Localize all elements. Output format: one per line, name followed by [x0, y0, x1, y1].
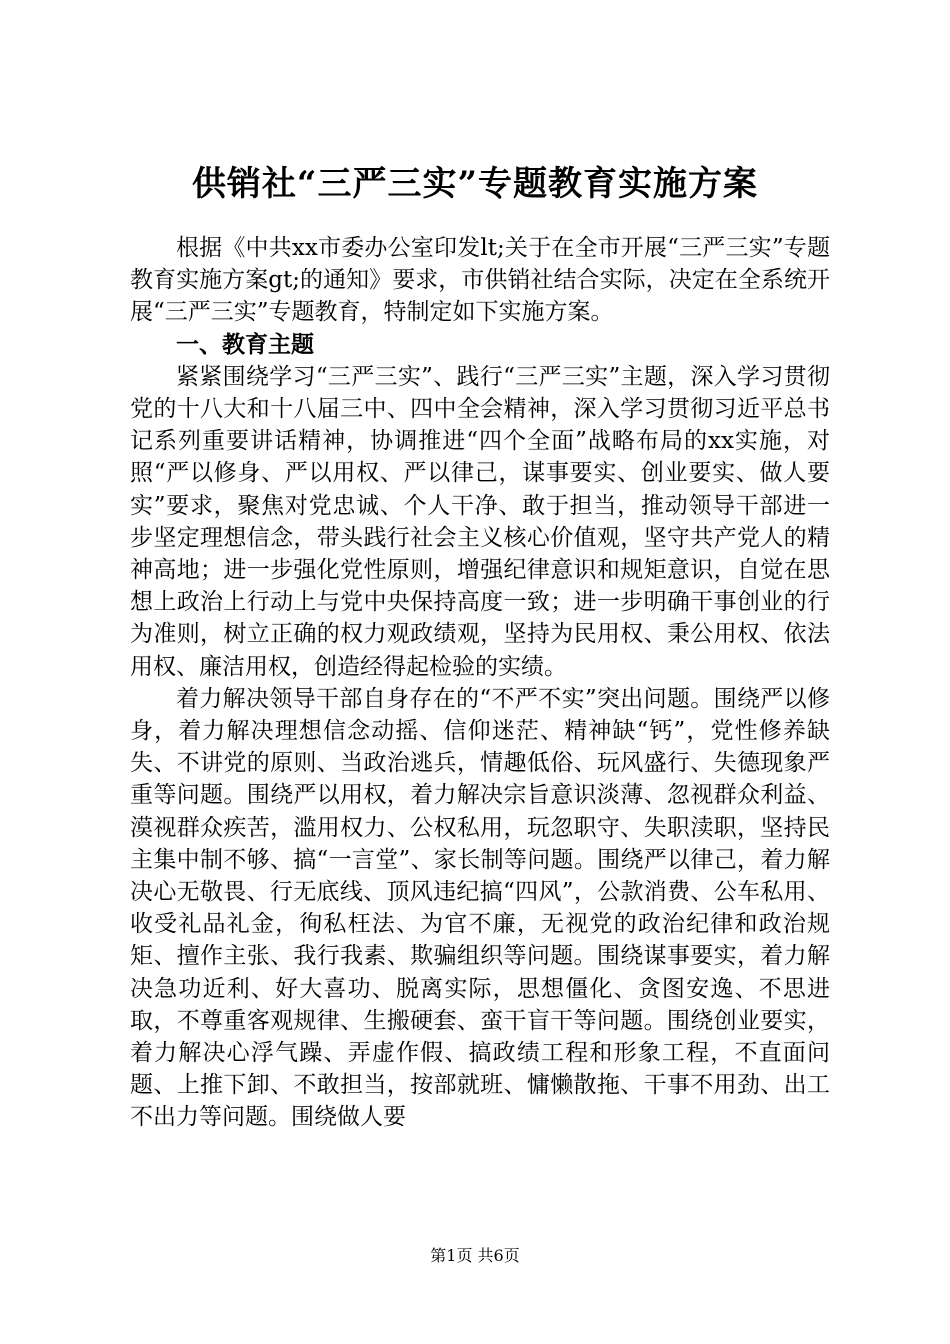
intro-paragraph: 根据《中共xx市委办公室印发lt;关于在全市开展“三严三实”专题教育实施方案gt;的通知》要求，市供销社结合实际，决定在全系统开展“三严三实”专题教育，特制定如下实施方案。	[130, 235, 830, 326]
document-title: 供销社“三严三实”专题教育实施方案	[191, 164, 759, 204]
section-heading-education-theme: 一、教育主题	[176, 330, 314, 358]
document-body	[130, 232, 830, 1134]
section-paragraph: 紧紧围绕学习“三严三实”、践行“三严三实”主题，深入学习贯彻党的十八大和十八届三中、四中全会精神，深入学习贯彻习近平总书记系列重要讲话精神，协调推进“四个全面”战略布局的xx实施，对照“严以修身、严以用权、严以律己，谋事要实、创业要实、做人要实”要求，聚焦对党忠诚、个人干净、敢于担当，推动领导干部进一步坚定理想信念，带头践行社会主义核心价值观，坚守共产党人的精神高地；进一步强化党性原则，增强纪律意识和规矩意识，自觉在思想上政治上行动上与党中央保持高度一致；进一步明确干事创业的行为准则，树立正确的权力观政绩观，坚持为民用权、秉公用权、依法用权、廉洁用权，创造经得起检验的实绩。	[130, 363, 830, 680]
section-paragraph: 着力解决领导干部自身存在的“不严不实”突出问题。围绕严以修身，着力解决理想信念动摇、信仰迷茫、精神缺“钙”，党性修养缺失、不讲党的原则、当政治逃兵，情趣低俗、玩风盛行、失德现象严重等问题。围绕严以用权，着力解决宗旨意识淡薄、忽视群众利益、漠视群众疾苦，滥用权力、公权私用，玩忽职守、失职渎职，坚持民主集中制不够、搞“一言堂”、家长制等问题。围绕严以律己，着力解决心无敬畏、行无底线、顶风违纪搞“四风”，公款消费、公车私用、收受礼品礼金，徇私枉法、为官不廉，无视党的政治纪律和政治规矩、擅作主张、我行我素、欺骗组织等问题。围绕谋事要实，着力解决急功近利、好大喜功、脱离实际，思想僵化、贪图安逸、不思进取，不尊重客观规律、生搬硬套、蛮干盲干等问题。围绕创业要实，着力解决心浮气躁、弄虚作假、搞政绩工程和形象工程，不直面问题、上推下卸、不敢担当，按部就班、慵懒散拖、干事不用劲、出工不出力等问题。围绕做人要	[130, 685, 830, 1131]
page-number-footer: 第1页 共6页	[430, 1246, 520, 1265]
